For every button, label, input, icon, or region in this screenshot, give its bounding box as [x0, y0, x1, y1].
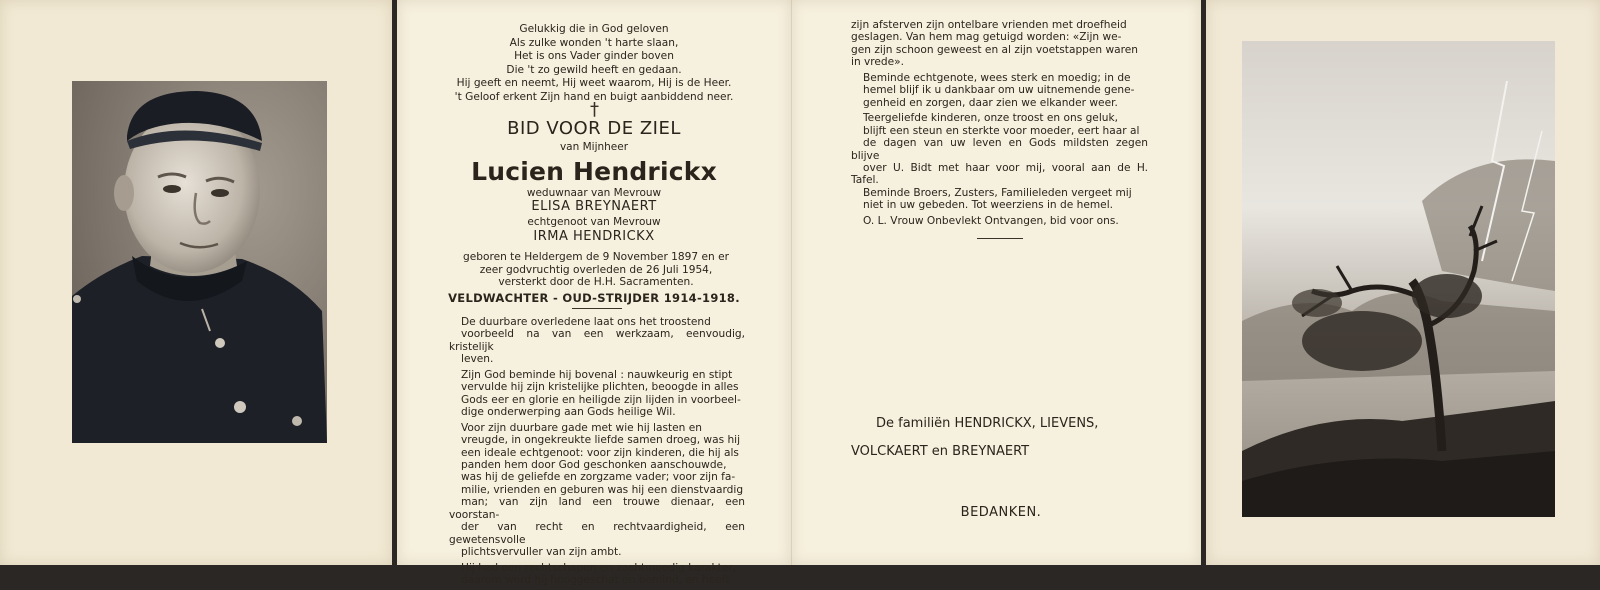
- poem-line: Die 't zo gewild heeft en gedaan.: [506, 63, 682, 76]
- portrait-image: [72, 81, 327, 443]
- paragraph: Hij had een rechtschapen en zachtmoedig karakter, daarom werd hij hooggeschat en bemind, en heeft: [461, 561, 737, 587]
- thanks-line: BEDANKEN.: [960, 505, 1042, 520]
- widower-label: weduwnaar van Mevrouw: [526, 187, 662, 199]
- poem-line: Het is ons Vader ginder boven: [514, 50, 674, 63]
- paragraph: Voor zijn duurbare gade met wie hij lasten en vreugde, in ongekreukte liefde samen droeg, was hij een ideale echtgenoot: voor zijn kinderen, die hij als panden hem door God geschonken aanschouwde, was hij de geliefde en zorgzame vader; voor zijn fa- milie, vrienden en geburen was hij een dienstvaardig man; van zijn land een trouwe dienaar, een voorstan- der van recht en rechtvaardigheid, een gewetensvolle plichtsvervuller van zijn ambt.: [449, 421, 745, 559]
- landscape-image: [1242, 41, 1555, 517]
- paragraph: Beminde echtgenote, wees sterk en moedig; in de hemel blijf ik u dankbaar om uw uitnemende gene- genheid en zorgen, daar zien we elkander weer.: [863, 71, 1135, 109]
- poem: [402, 23, 786, 105]
- cross-icon: †: [590, 99, 599, 120]
- paragraph: Beminde Broers, Zusters, Familieleden vergeet mij niet in uw gebeden. Tot weerziens in de hemel.: [863, 186, 1132, 212]
- deceased-name: Lucien Hendrickx: [471, 157, 717, 186]
- paragraph: O. L. Vrouw Onbevlekt Ontvangen, bid voor ons.: [863, 214, 1119, 227]
- paragraph: zijn afsterven zijn ontelbare vrienden met droefheid geslagen. Van hem mag getuigd worden: «Zijn we- gen zijn schoon geweest en al zijn voetstappen waren in vrede».: [851, 19, 1139, 69]
- poem-line: Hij geeft en neemt, Hij weet waarom, Hij is de Heer.: [456, 77, 732, 90]
- date-line: versterkt door de H.H. Sacramenten.: [498, 276, 694, 289]
- life-dates: [446, 251, 746, 289]
- mijnheer-label: van Mijnheer: [559, 141, 629, 153]
- date-line: geboren te Heldergem de 9 November 1897 en er: [463, 251, 729, 263]
- poem-line: Als zulke wonden 't harte slaan,: [509, 36, 679, 49]
- first-wife-name: ELISA BREYNAERT: [531, 199, 657, 214]
- eulogy-column-right: [851, 19, 1148, 230]
- prayer-heading: BID VOOR DE ZIEL: [507, 118, 681, 139]
- families-line: De familiën HENDRICKX, LIEVENS,: [876, 416, 1099, 431]
- storm-tree-image: [1242, 41, 1555, 517]
- wife-name: IRMA HENDRICKX: [533, 229, 655, 244]
- poem-line: Gelukkig die in God geloven: [519, 23, 669, 35]
- divider: [572, 308, 622, 309]
- portrait-photo: [72, 81, 327, 443]
- poem-line: 't Geloof erkent Zijn hand en buigt aanbiddend neer.: [454, 90, 734, 103]
- spouse-label: echtgenoot van Mevrouw: [527, 216, 661, 228]
- paragraph: Teergeliefde kinderen, onze troost en ons geluk, blijft een steun en sterkte voor moeder, eert haar al de dagen van uw leven en Gods mildsten zegen blijve over U. Bidt met haar voor mij, vooral aan de H. Tafel.: [851, 112, 1148, 187]
- paragraph: Zijn God beminde hij bovenal : nauwkeurig en stipt vervulde hij zijn kristelijke plichten, beoogde in alles Gods eer en glorie en heiligde zijn lijden in voorbeel- dige onderwerping aan Gods heilige Wil.: [461, 368, 741, 419]
- portrait-panel: [0, 0, 392, 565]
- families-line: VOLCKAERT en BREYNAERT: [851, 444, 1030, 459]
- rank-line: VELDWACHTER - OUD-STRIJDER 1914-1918.: [448, 291, 740, 305]
- fold-line: [791, 0, 792, 565]
- date-line: zeer godvruchtig overleden de 26 Juli 1954,: [479, 263, 713, 276]
- families-signature: [851, 410, 1151, 466]
- divider: [977, 238, 1023, 239]
- eulogy-column-left: [449, 316, 745, 590]
- paragraph: De duurbare overledene laat ons het troostend voorbeeld na van een werkzaam, eenvoudig, kristelijk leven.: [449, 316, 745, 366]
